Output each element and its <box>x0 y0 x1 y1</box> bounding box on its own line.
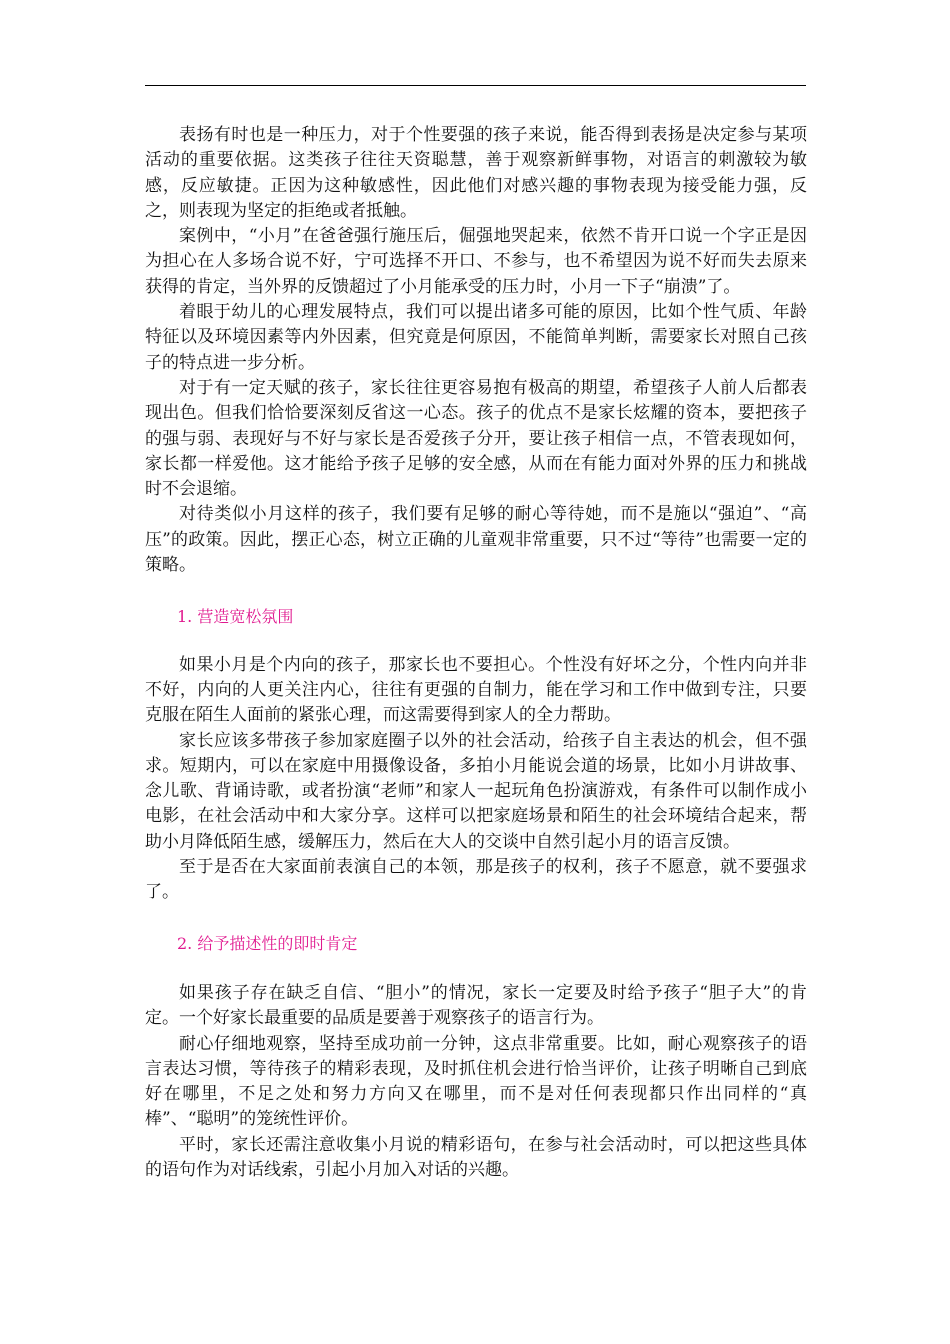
paragraph: 平时，家长还需注意收集小月说的精彩语句，在参与社会活动时，可以把这些具体的语句作为对话线索，引起小月加入对话的兴趣。 <box>145 1134 807 1180</box>
paragraph: 案例中，“小月”在爸爸强行施压后，倔强地哭起来，依然不肯开口说一个字正是因为担心在人多场合说不好，宁可选择不开口、不参与，也不希望因为说不好而失去原来获得的肯定，当外界的反馈超过了小月能承受的压力时，小月一下子“崩溃”了。 <box>145 226 807 297</box>
paragraph: 如果小月是个内向的孩子，那家长也不要担心。个性没有好坏之分，个性内向并非不好，内向的人更关注内心，往往有更强的自制力，能在学习和工作中做到专注，只要克服在陌生人面前的紧张心理，而这需要得到家人的全力帮助。 <box>145 654 807 726</box>
paragraph: 耐心仔细地观察，坚持至成功前一分钟，这点非常重要。比如，耐心观察孩子的语言表达习惯，等待孩子的精彩表现，及时抓住机会进行恰当评价，让孩子明晰自己到底好在哪里，不足之处和努力方向又在哪里，而不是对任何表现都只作出同样的“真棒”、“聪明”的笼统性评价。 <box>145 1033 807 1130</box>
section-heading-1: 1. 营造宽松氛围 <box>177 607 294 627</box>
paragraph: 着眼于幼儿的心理发展特点，我们可以提出诸多可能的原因，比如个性气质、年龄特征以及环境因素等内外因素，但究竟是何原因，不能简单判断，需要家长对照自己孩子的特点进一步分析。 <box>145 302 807 373</box>
paragraph: 表扬有时也是一种压力，对于个性要强的孩子来说，能否得到表扬是决定参与某项活动的重要依据。这类孩子往往天资聪慧，善于观察新鲜事物，对语言的刺激较为敏感，反应敏捷。正因为这种敏感性，因此他们对感兴趣的事物表现为接受能力强，反之，则表现为坚定的拒绝或者抵触。 <box>145 125 807 221</box>
paragraph: 对于有一定天赋的孩子，家长往往更容易抱有极高的期望，希望孩子人前人后都表现出色。但我们恰恰要深刻反省这一心态。孩子的优点不是家长炫耀的资本，要把孩子的强与弱、表现好与不好与家长是否爱孩子分开，要让孩子相信一点，不管表现如何，家长都一样爱他。这才能给予孩子足够的安全感，从而在有能力面对外界的压力和挑战时不会退缩。 <box>145 377 807 500</box>
paragraph: 对待类似小月这样的孩子，我们要有足够的耐心等待她，而不是施以“强迫”、“高压”的政策。因此，摆正心态，树立正确的儿童观非常重要，只不过“等待”也需要一定的策略。 <box>145 504 807 576</box>
header-rule <box>145 85 806 86</box>
paragraph: 家长应该多带孩子参加家庭圈子以外的社会活动，给孩子自主表达的机会，但不强求。短期内，可以在家庭中用摄像设备，多拍小月能说会道的场景，比如小月讲故事、念儿歌、背诵诗歌，或者扮演“老师”和家人一起玩角色扮演游戏，有条件可以制作成小电影，在社会活动中和大家分享。这样可以把家庭场景和陌生的社会环境结合起来，帮助小月降低陌生感，缓解压力，然后在大人的交谈中自然引起小月的语言反馈。 <box>145 730 807 852</box>
document-body <box>145 123 807 1183</box>
paragraph: 至于是否在大家面前表演自己的本领，那是孩子的权利，孩子不愿意，就不要强求了。 <box>145 857 807 903</box>
paragraph: 如果孩子存在缺乏自信、“胆小”的情况，家长一定要及时给予孩子“胆子大”的肯定。一个好家长最重要的品质是要善于观察孩子的语言行为。 <box>145 982 807 1029</box>
section-heading-2: 2. 给予描述性的即时肯定 <box>177 933 358 953</box>
